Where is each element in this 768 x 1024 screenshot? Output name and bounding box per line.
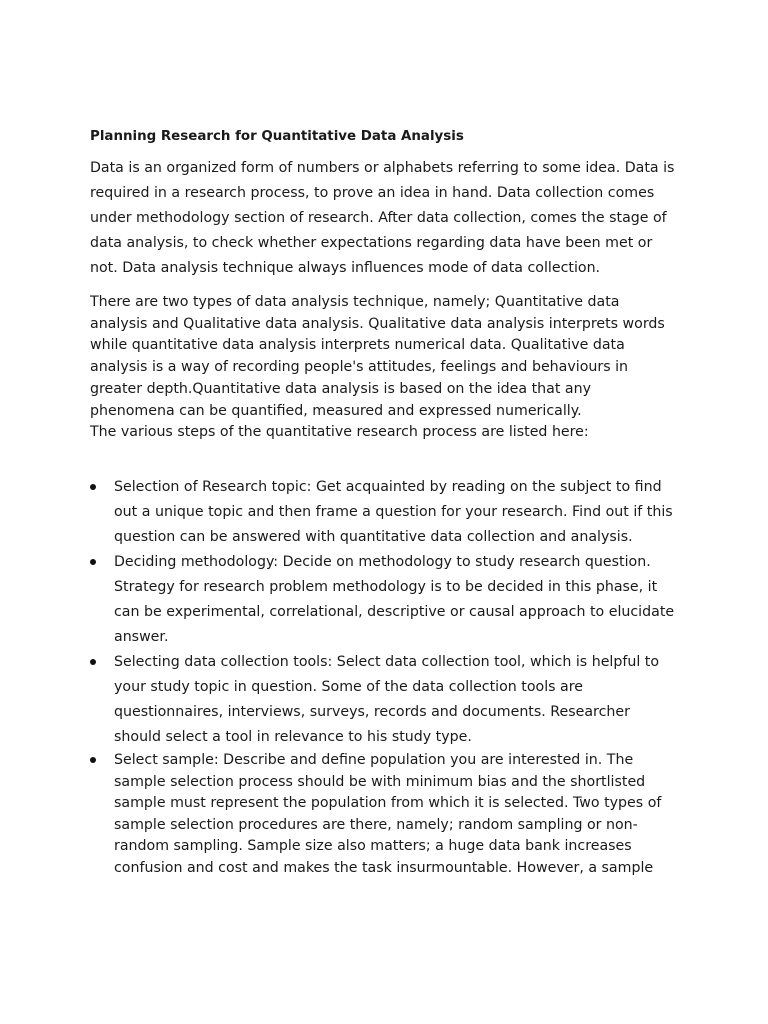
paragraph-line: while quantitative data analysis interprets numerical data. Qualitative data — [90, 337, 625, 354]
paragraph-line: data analysis, to check whether expectations regarding data have been met or — [90, 235, 653, 251]
list-item-line: Strategy for research problem methodology is to be decided in this phase, it — [114, 578, 658, 595]
list-item-line: should select a tool in relevance to his study type. — [114, 728, 472, 745]
list-item-line: random sampling. Sample size also matters; a huge data bank increases — [114, 838, 632, 855]
paragraph-line: required in a research process, to prove an idea in hand. Data collection comes — [90, 185, 655, 201]
document-page — [90, 126, 690, 879]
bullet-dot-icon — [90, 484, 96, 490]
list-item-line: confusion and cost and makes the task insurmountable. However, a sample — [114, 859, 654, 876]
bullet-dot-icon — [90, 559, 96, 565]
list-item-line: sample selection process should be with minimum bias and the shortlisted — [114, 773, 646, 790]
list-item-line: Selecting data collection tools: Select data collection tool, which is helpful to — [114, 653, 660, 670]
list-item-line: sample must represent the population from which it is selected. Two types of — [114, 795, 662, 812]
list-item-line: sample selection procedures are there, namely; random sampling or non- — [114, 816, 638, 833]
analysis-types-paragraph — [90, 292, 690, 444]
list-item-line: Select sample: Describe and define population you are interested in. The — [114, 751, 634, 768]
list-item-line: out a unique topic and then frame a question for your research. Find out if this — [114, 503, 673, 520]
paragraph-line: There are two types of data analysis technique, namely; Quantitative data — [90, 294, 620, 310]
paragraph-line: phenomena can be quantified, measured and expressed numerically. — [90, 402, 582, 419]
intro-paragraph — [90, 156, 690, 281]
document-title: Planning Research for Quantitative Data Analysis — [90, 129, 464, 144]
list-item — [90, 750, 690, 880]
list-item-line: Selection of Research topic: Get acquainted by reading on the subject to find — [114, 478, 662, 495]
list-item-line: your study topic in question. Some of the data collection tools are — [114, 678, 584, 695]
paragraph-line: under methodology section of research. After data collection, comes the stage of — [90, 210, 667, 226]
paragraph-line: analysis is a way of recording people's attitudes, feelings and behaviours in — [90, 359, 629, 376]
bullet-dot-icon — [90, 757, 96, 763]
research-steps-list — [90, 475, 690, 880]
list-item — [90, 475, 690, 550]
paragraph-line: not. Data analysis technique always influences mode of data collection. — [90, 260, 601, 276]
list-item-line: answer. — [114, 628, 169, 645]
list-item-line: can be experimental, correlational, descriptive or causal approach to elucidate — [114, 603, 675, 620]
bullet-dot-icon — [90, 659, 96, 665]
list-item — [90, 550, 690, 650]
paragraph-line: greater depth.Quantitative data analysis is based on the idea that any — [90, 380, 591, 397]
list-item-line: Deciding methodology: Decide on methodology to study research question. — [114, 553, 651, 570]
paragraph-line: Data is an organized form of numbers or alphabets referring to some idea. Data is — [90, 160, 675, 176]
list-item — [90, 650, 690, 750]
paragraph-line: The various steps of the quantitative research process are listed here: — [90, 424, 589, 441]
list-item-line: question can be answered with quantitative data collection and analysis. — [114, 528, 633, 545]
list-item-line: questionnaires, interviews, surveys, records and documents. Researcher — [114, 703, 630, 720]
paragraph-line: analysis and Qualitative data analysis. Qualitative data analysis interprets words — [90, 315, 665, 332]
